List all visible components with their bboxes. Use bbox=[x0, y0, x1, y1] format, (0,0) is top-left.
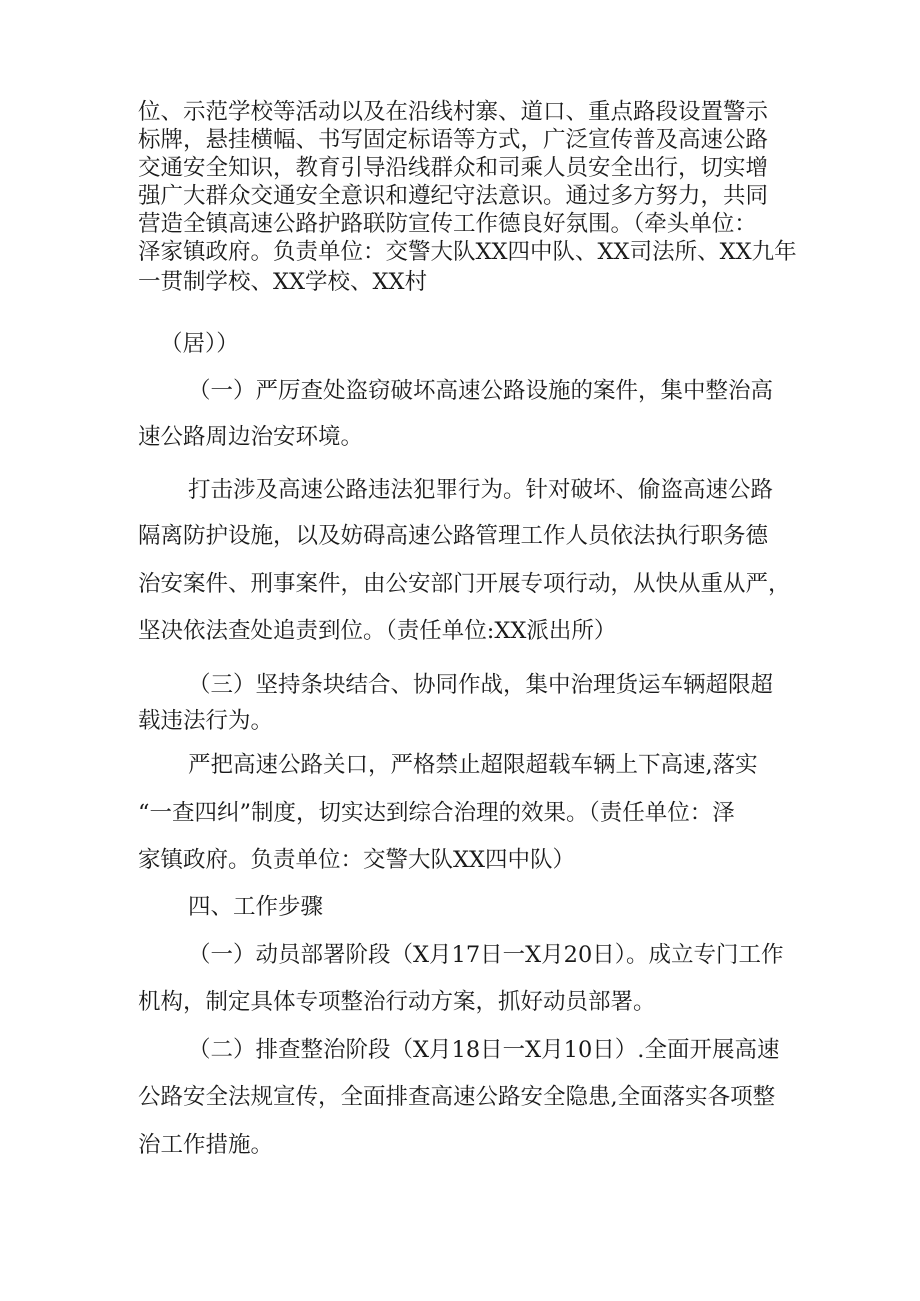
text-line: （二）排查整治阶段（X月18日一X月10日）.全面开展高速 bbox=[188, 1037, 780, 1063]
text-line: 隔离防护设施，以及妨碍高速公路管理工作人员依法执行职务德 bbox=[138, 523, 769, 549]
section-heading: （三）坚持条块结合、协同作战，集中治理货运车辆超限超 bbox=[188, 672, 774, 698]
text-line: “一查四纠”制度，切实达到综合治理的效果。（责任单位：泽 bbox=[138, 800, 735, 826]
section-heading: 四、工作步骤 bbox=[188, 894, 324, 920]
text-line: 标牌，悬挂横幅、书写固定标语等方式，广泛宣传普及高速公路 bbox=[138, 127, 769, 153]
text-line: 坚决依法查处追责到位。（责任单位:XX派出所） bbox=[138, 618, 617, 644]
text-line: 治安案件、刑事案件，由公安部门开展专项行动，从快从重从严， bbox=[138, 571, 791, 597]
text-line: 强广大群众交通安全意识和遵纪守法意识。通过多方努力，共同 bbox=[138, 183, 769, 209]
text-line: 严把高速公路关口，严格禁止超限超载车辆上下高速,落实 bbox=[188, 752, 758, 778]
text-line: 打击涉及高速公路违法犯罪行为。针对破坏、偷盗高速公路 bbox=[188, 477, 774, 503]
text-line: （居）） bbox=[160, 331, 239, 357]
text-line: 治工作措施。 bbox=[138, 1132, 274, 1158]
text-line: 交通安全知识，教育引导沿线群众和司乘人员安全出行，切实增 bbox=[138, 155, 769, 181]
text-line: 营造全镇高速公路护路联防宣传工作德良好氛围。（牵头单位： bbox=[138, 211, 757, 237]
text-line: 位、示范学校等活动以及在沿线村寨、道口、重点路段设置警示 bbox=[138, 99, 769, 125]
text-line: 机构，制定具体专项整治行动方案，抓好动员部署。 bbox=[138, 989, 656, 1015]
text-line: 速公路周边治安环境。 bbox=[138, 424, 364, 450]
text-line: 泽家镇政府。负责单位：交警大队XX四中队、XX司法所、XX九年 bbox=[138, 239, 797, 265]
text-line: 公路安全法规宣传，全面排查高速公路安全隐患,全面落实各项整 bbox=[138, 1084, 776, 1110]
section-heading: （一）严厉查处盗窃破坏高速公路设施的案件，集中整治高 bbox=[188, 378, 774, 404]
text-line: （一）动员部署阶段（X月17日一X月20日）。成立专门工作 bbox=[188, 942, 784, 968]
text-line: 载违法行为。 bbox=[138, 708, 274, 734]
text-line: 一贯制学校、XX学校、XX村 bbox=[138, 269, 428, 295]
text-line: 家镇政府。负责单位：交警大队XX四中队） bbox=[138, 847, 576, 873]
